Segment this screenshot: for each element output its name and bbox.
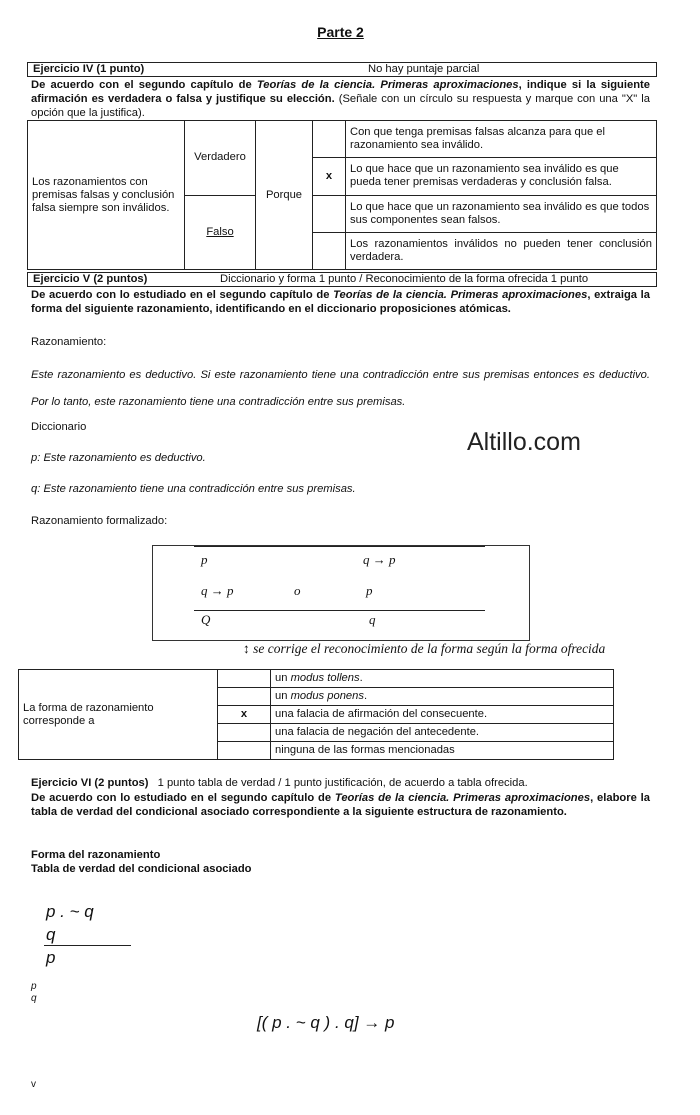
because-cell: Porque — [256, 121, 313, 270]
premise-1: p . ~ q — [46, 902, 94, 921]
exercise-4-title: Ejercicio IV (1 punto) — [33, 63, 145, 75]
dictionary-q: q: Este razonamiento tiene una contradicción entre sus premisas. — [31, 483, 356, 495]
formal-left-conclusion: Q — [201, 612, 211, 627]
formal-or: o — [294, 583, 301, 598]
formalized-label: Razonamiento formalizado: — [31, 515, 168, 527]
form-option: ninguna de las formas mencionadas — [271, 742, 614, 760]
formal-right-conclusion: q — [369, 612, 376, 627]
exercise-6-instructions: De acuerdo con lo estudiado en el segundo capítulo de Teorías de la ciencia. Primeras aproximaciones, elabore la tabla de verdad del condicional asociado correspondiente a la siguiente estructura de razonamiento. — [31, 792, 650, 818]
justification-option: Los razonamientos inválidos no pueden tener conclusión verdadera. — [346, 232, 657, 269]
formal-right-premise-1: q → p — [363, 552, 396, 567]
form-mark[interactable] — [218, 688, 271, 706]
exercise-6-scoring: 1 punto tabla de verdad / 1 punto justificación, de acuerdo a tabla ofrecida. — [157, 777, 528, 789]
exercise-4-instructions: De acuerdo con el segundo capítulo de Teorías de la ciencia. Primeras aproximaciones, indique si la siguiente afirmación es verdadera o falsa y justifique su elección. (Señale con un círculo su respuesta y marque con una "X" la opción que la justifica). — [31, 79, 650, 119]
exercise-6-header — [31, 777, 528, 789]
exercise-5-scoring: Diccionario y forma 1 punto / Reconocimiento de la forma ofrecida 1 punto — [220, 273, 589, 285]
column-q: q — [31, 993, 37, 1004]
up-down-arrow-icon: ↕ — [243, 641, 250, 656]
justification-mark[interactable] — [313, 121, 346, 158]
exercise-5-title: Ejercicio V (2 puntos) — [33, 273, 148, 285]
exercise-6-title: Ejercicio VI (2 puntos) — [31, 777, 149, 789]
formal-left-premise-1: p — [201, 552, 208, 567]
form-option: una falacia de negación del antecedente. — [271, 724, 614, 742]
statement-cell: Los razonamientos con premisas falsas y conclusión falsa siempre son inválidos. — [28, 121, 185, 270]
justification-mark[interactable] — [313, 195, 346, 232]
inference-line — [44, 945, 131, 946]
forms-table — [18, 669, 614, 760]
justification-option: Lo que hace que un razonamiento sea inválido es que pueda tener premisas verdaderas y conclusión falsa. — [346, 158, 657, 195]
true-option[interactable]: Verdadero — [185, 121, 256, 196]
reasoning-text: Este razonamiento es deductivo. Si este razonamiento tiene una contradicción entre sus premisas entonces es deductivo. Por lo tanto, este razonamiento tiene una contradicción entre sus premisas. — [31, 369, 650, 408]
forms-question: La forma de razonamiento corresponde a — [19, 670, 218, 760]
associated-conditional: [( p . ~ q ) . q] → p — [257, 1013, 395, 1032]
exercise-4-scoring: No hay puntaje parcial — [368, 63, 480, 75]
premise-2: q — [46, 925, 56, 944]
page-title: Parte 2 — [317, 24, 364, 40]
truth-table-label: Tabla de verdad del condicional asociado — [31, 863, 252, 875]
dictionary-label: Diccionario — [31, 421, 87, 433]
dictionary-p: p: Este razonamiento es deductivo. — [31, 452, 206, 464]
exercise-5-header — [27, 272, 657, 287]
form-option: un modus tollens. — [271, 670, 614, 688]
form-label: Forma del razonamiento — [31, 849, 161, 861]
watermark: Altillo.com — [467, 428, 581, 456]
formalized-box — [152, 545, 530, 641]
form-option: una falacia de afirmación del consecuente. — [271, 706, 614, 724]
justification-mark[interactable] — [313, 232, 346, 269]
conclusion: p — [46, 948, 56, 967]
exercise-4-header — [27, 62, 657, 77]
reasoning-label: Razonamiento: — [31, 336, 107, 348]
form-option: un modus ponens. — [271, 688, 614, 706]
exercise-5-instructions: De acuerdo con lo estudiado en el segundo capítulo de Teorías de la ciencia. Primeras aproximaciones, extraiga la forma del siguiente razonamiento, identificando en el diccionario proposiciones atómicas. — [31, 289, 650, 315]
justification-option: Con que tenga premisas falsas alcanza para que el razonamiento sea inválido. — [346, 121, 657, 158]
form-mark[interactable] — [218, 724, 271, 742]
correction-note: ↕ se corrige el reconocimiento de la forma según la forma ofrecida — [243, 641, 606, 656]
justification-option: Lo que hace que un razonamiento sea inválido es que todos sus componentes sean falsos. — [346, 195, 657, 232]
footer-v: v — [31, 1079, 36, 1090]
formal-left-premise-2: q → p — [201, 583, 234, 598]
column-p: p — [31, 981, 37, 992]
form-mark[interactable] — [218, 742, 271, 760]
formal-right-premise-2: p — [366, 583, 373, 598]
form-mark[interactable] — [218, 670, 271, 688]
form-mark[interactable]: x — [218, 706, 271, 724]
justification-mark[interactable]: x — [313, 158, 346, 195]
exercise-4-table — [27, 120, 657, 270]
false-option[interactable]: Falso — [185, 195, 256, 270]
